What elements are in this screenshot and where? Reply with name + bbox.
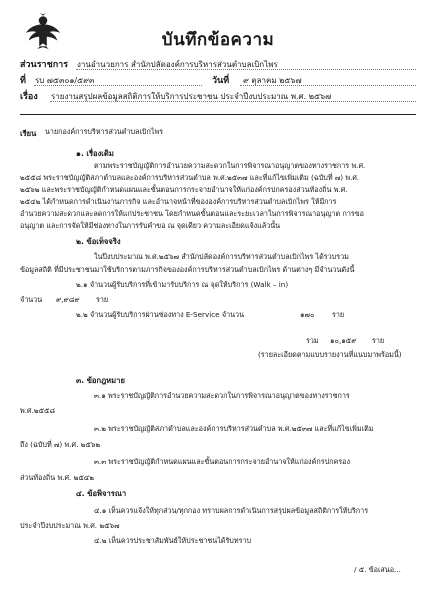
section2-item2-value: ๑๗๐ (300, 310, 315, 319)
section2-item2-label: ๒.๒ จำนวนผู้รับบริการผ่านช่องทาง E-Service จำนวน (76, 310, 244, 319)
continuation-note: / ๕. ข้อเสนอ... (354, 565, 401, 574)
total-value: ๑๐,๑๕๙ (330, 336, 357, 345)
total-label: รวม (306, 336, 319, 345)
section4-item1: ๔.๑ เห็นควรแจ้งให้ทุกส่วน/ทุกกอง ทราบผลการดำเนินการสรุปผลข้อมูลสถิติการให้บริการ (94, 506, 369, 515)
ref-dotline (34, 85, 202, 86)
section2-item1-value-label: จำนวน (20, 295, 43, 304)
section2-line: ข้อมูลสถิติ ที่มีประชาชนมาใช้บริการตามภารกิจขององค์การบริหารส่วนตำบลเบิกไพร ด้านต่างๆ มีจำนวนดังนี้ (20, 265, 355, 274)
section1-line: อำนวยความสะดวกและลดการให้แก่ประชาชน โดยกำหนดขั้นตอนและระยะเวลาในการพิจารณาอนุญาต การขอ (20, 209, 364, 218)
section2-item2-unit: ราย (332, 310, 345, 319)
subject-label: เรื่อง (20, 92, 38, 102)
date-dotline (240, 85, 416, 86)
agency-dotline (76, 69, 416, 70)
section3-item1: ๓.๑ พระราชบัญญัติการอำนวยความสะดวกในการพิจารณาอนุญาตของทางราชการ (94, 391, 350, 400)
section2-heading: ๒. ข้อเท็จจริง (76, 237, 121, 246)
section1-line: ตามพระราชบัญญัติการอำนวยความสะดวกในการพิจารณาอนุญาตของทางราชการ พ.ศ. (94, 161, 366, 170)
date-label: วันที่ (212, 76, 230, 86)
section2-item1-value: ๙,๙๘๙ (56, 295, 80, 304)
section4-item2: ๔.๒ เห็นควรประชาสัมพันธ์ให้ประชาชนได้รับทราบ (94, 536, 252, 545)
header-divider (20, 114, 416, 115)
section3-heading: ๓. ข้อกฎหมาย (76, 376, 125, 385)
section1-line: อนุญาต และการจัดให้มีช่องทางในการรับคำขอ ณ จุดเดียว ความละเอียดแจ้งแล้วนั้น (20, 221, 281, 230)
section1-line: ๒๕๕๘ พระราชบัญญัติสภาตำบลและองค์การบริหารส่วนตำบล พ.ศ.๒๕๓๗ และที่แก้ไขเพิ่มเติม (ฉบับที่ ๗) พ.ศ. (20, 173, 360, 182)
date-value: ๙ ตุลาคม ๒๕๖๗ (243, 76, 302, 85)
memo-title: บันทึกข้อความ (161, 30, 275, 50)
section3-item2: ๓.๒ พระราชบัญญัติสภาตำบลและองค์การบริหารส่วนตำบล พ.ศ.๒๕๓๗ และที่แก้ไขเพิ่มเติม (94, 424, 374, 433)
section1-line: ๒๕๔๒ ได้กำหนดการดำเนินงานภารกิจ และอำนาจหน้าที่ขององค์การบริหารส่วนตำบลเบิกไพร ให้มีการ (20, 197, 337, 206)
section3-item1-cont: พ.ศ.๒๕๕๘ (20, 406, 56, 415)
section2-item1-label: ๒.๑ จำนวนผู้รับบริการที่เข้ามารับบริการ ณ จุดให้บริการ (Walk – in) (76, 280, 289, 289)
section3-item3-cont: ส่วนท้องถิ่น พ.ศ. ๒๕๔๒ (20, 473, 94, 482)
addressee-label: เรียน (20, 129, 37, 138)
subject-value: รายงานสรุปผลข้อมูลสถิติการให้บริการประชาชน ประจำปีงบประมาณ พ.ศ. ๒๕๖๗ (51, 92, 332, 101)
agency-label: ส่วนราชการ (20, 60, 69, 70)
section2-item1-unit: ราย (96, 295, 109, 304)
section3-item2-cont: ถึง (ฉบับที่ ๗) พ.ศ. ๒๕๖๒ (20, 440, 101, 449)
section1-line: ๒๕๖๒ และพระราชบัญญัติกำหนดแผนและขั้นตอนการกระจายอำนาจให้แก่องค์กรปกครองส่วนท้องถิ่น พ.ศ. (20, 185, 348, 194)
total-unit: ราย (372, 336, 385, 345)
section2-line: ในปีงบประมาณ พ.ศ.๒๕๖๗ สำนักปลัดองค์การบริหารส่วนตำบลเบิกไพร ได้รวบรวม (94, 252, 349, 261)
total-note: (รายละเอียดตามแบบรายงานที่แนบมาพร้อมนี้) (258, 350, 402, 359)
ref-label: ที่ (20, 76, 26, 86)
section4-item1-cont: ประจำปีงบประมาณ พ.ศ. ๒๕๖๗ (20, 521, 120, 530)
ref-value: รบ ๗๕๓๐๑/๕๙๓ (35, 76, 95, 85)
addressee-value: นายกองค์การบริหารส่วนตำบลเบิกไพร (45, 127, 164, 136)
section1-heading: ๑. เรื่องเดิม (76, 149, 114, 158)
section4-heading: ๔. ข้อพิจารณา (76, 489, 127, 498)
agency-value: งานอำนวยการ สำนักปลัดองค์การบริหารส่วนตำบลเบิกไพร (77, 60, 278, 69)
subject-dotline (50, 101, 416, 102)
section3-item3: ๓.๓ พระราชบัญญัติกำหนดแผนและขั้นตอนการกระจายอำนาจให้แก่องค์กรปกครอง (94, 457, 350, 466)
